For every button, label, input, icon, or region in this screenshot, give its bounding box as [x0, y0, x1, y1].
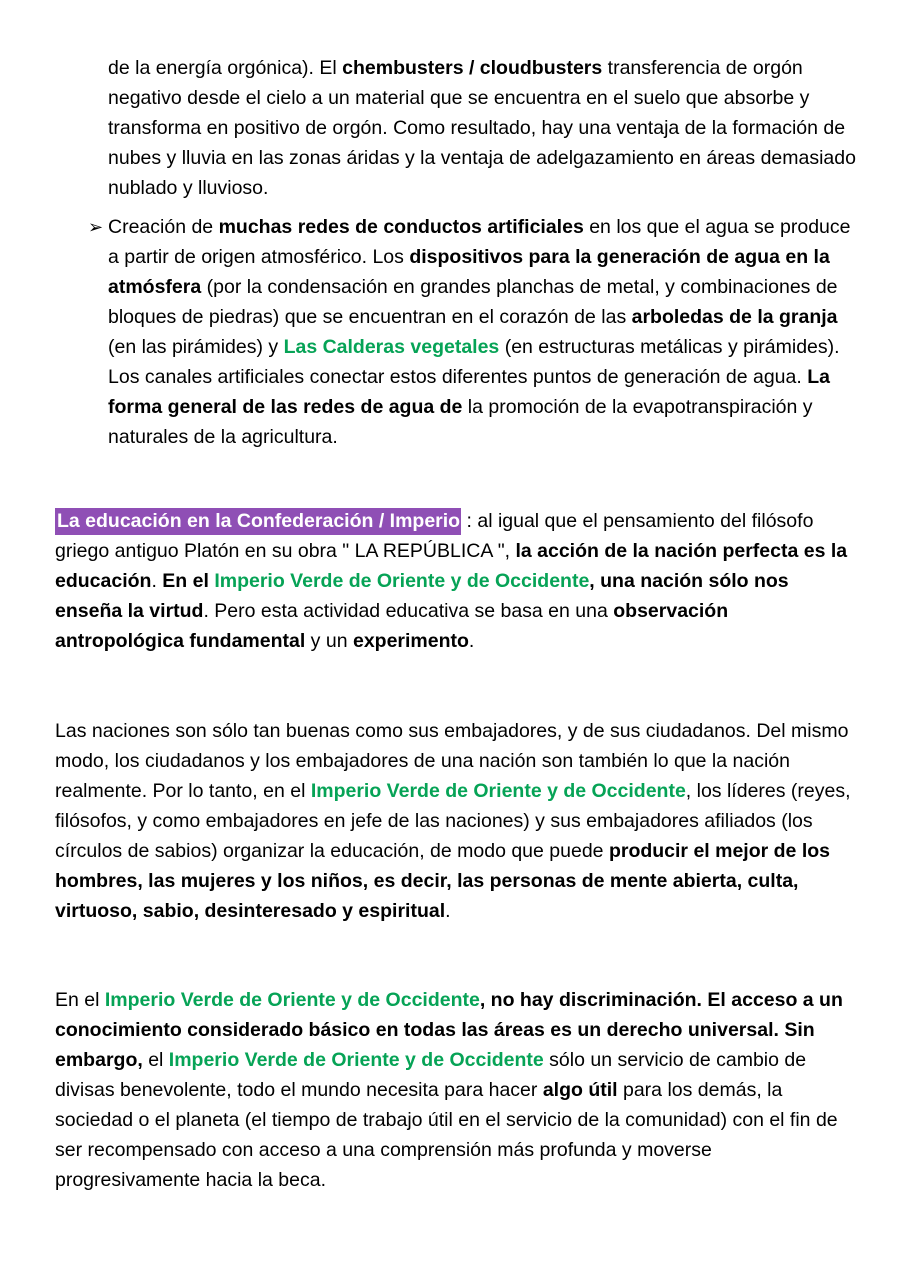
text-segment: (por la condensación en grandes planchas de metal, y combinaciones de bloques de piedras) que se encuentran en el corazón de las	[108, 276, 838, 328]
text-segment-bold: observación antropológica fundamental	[55, 600, 729, 652]
arrow-bullet-icon: ➢	[88, 217, 104, 237]
paragraph-naciones-embajadores	[55, 716, 855, 926]
text-segment-bold: producir el mejor de los hombres, las mujeres y los niños, es decir, las personas de mente abierta, culta, virtuoso, sabio, desinteresado y espiritual	[55, 840, 830, 922]
text-segment: En el	[55, 989, 105, 1011]
text-segment: (en estructuras metálicas y pirámides). Los canales artificiales conectar estos diferentes puntos de generación de agua.	[108, 336, 840, 388]
list-item-text	[108, 212, 856, 452]
text-segment-bold: la acción de la nación perfecta es la educación	[55, 540, 848, 592]
text-segment: en los que el agua se produce a partir de origen atmosférico. Los	[108, 216, 851, 268]
text-segment-bold: arboledas de la granja	[631, 306, 838, 328]
text-segment: de la energía orgónica). El	[108, 57, 343, 79]
paragraph-no-discriminacion	[55, 985, 855, 1195]
text-segment: Las naciones son sólo tan buenas como sus embajadores, y de sus ciudadanos. Del mismo modo, los ciudadanos y los embajadores de una nación son también lo que la nación realmente. Por lo tanto, en el	[55, 720, 849, 802]
text-segment: . Pero esta actividad educativa se basa en una	[203, 600, 614, 622]
text-segment: y un	[305, 630, 353, 652]
text-segment: .	[445, 900, 451, 922]
text-segment-bold: , una nación sólo nos enseña la virtud	[55, 570, 789, 622]
paragraph-educacion-confederacion	[55, 506, 855, 656]
text-segment: .	[151, 570, 163, 592]
text-segment-green-bold: Imperio Verde de Oriente y de Occidente	[310, 780, 686, 802]
text-segment-bold: chembusters / cloudbusters	[342, 57, 603, 79]
text-segment: sólo un servicio de cambio de divisas benevolente, todo el mundo necesita para hacer	[55, 1049, 807, 1101]
highlighted-heading: La educación en la Confederación / Imperio	[55, 508, 461, 535]
text-segment: .	[468, 630, 475, 652]
text-segment-bold: La forma general de las redes de agua de	[108, 366, 830, 418]
list-item-conductos-artificiales	[88, 212, 856, 452]
text-segment-green-bold: Imperio Verde de Oriente y de Occidente	[104, 989, 480, 1011]
text-segment: (en las pirámides) y	[108, 336, 284, 358]
text-segment: , los líderes (reyes, filósofos, y como embajadores en jefe de las naciones) y sus embajadores afiliados (los círculos de sabios) organizar la educación, de modo que puede	[55, 780, 851, 862]
text-segment: la promoción de la evapotranspiración y naturales de la agricultura.	[108, 396, 813, 448]
text-segment: transferencia de orgón negativo desde el cielo a un material que se encuentra en el suelo que absorbe y transforma en positivo de orgón. Como resultado, hay una ventaja de la formación de nubes y lluvia en las zonas áridas y la ventaja de adelgazamiento en áreas demasiado nublado y lluvioso.	[108, 57, 856, 199]
text-segment-green-bold: Imperio Verde de Oriente y de Occidente	[214, 570, 590, 592]
text-segment-bold: muchas redes de conductos artificiales	[218, 216, 584, 238]
text-segment: el	[142, 1049, 169, 1071]
text-segment-bold: experimento	[352, 630, 469, 652]
text-segment-green-bold: Las Calderas vegetales	[283, 336, 500, 358]
paragraph-chembusters	[108, 53, 856, 203]
text-segment-bold: En el	[162, 570, 215, 592]
text-segment-green-bold: Imperio Verde de Oriente y de Occidente	[168, 1049, 544, 1071]
text-segment-bold: dispositivos para la generación de agua en la atmósfera	[108, 246, 830, 298]
text-segment: para los demás, la sociedad o el planeta (el tiempo de trabajo útil en el servicio de la comunidad) con el fin de ser recompensado con acceso a una comprensión más profunda y moverse progresivamente hacia la beca.	[55, 1079, 838, 1191]
text-segment: Creación de	[108, 216, 219, 238]
text-segment: : al igual que el pensamiento del filósofo griego antiguo Platón en su obra " LA REPÚBLICA ",	[55, 510, 814, 562]
text-segment-bold: , no hay discriminación. El acceso a un conocimiento considerado básico en todas las áreas es un derecho universal. Sin embargo,	[55, 989, 843, 1071]
text-segment-bold: algo útil	[542, 1079, 618, 1101]
